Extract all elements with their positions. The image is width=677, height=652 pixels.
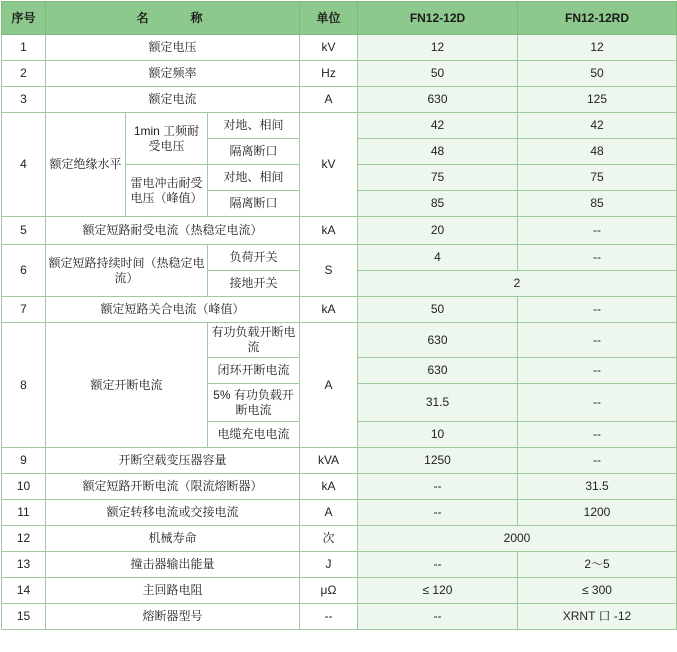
row-index: 9 xyxy=(2,448,46,474)
row-value-d: 48 xyxy=(358,139,518,165)
row-unit: 次 xyxy=(300,526,358,552)
row-value-d: 75 xyxy=(358,165,518,191)
row-value-rd: 42 xyxy=(518,113,677,139)
row-value-rd: -- xyxy=(518,384,677,422)
row-name: 额定电压 xyxy=(46,35,300,61)
row-subitem-name: 隔离断口 xyxy=(208,139,300,165)
row-subgroup-label: 1min 工频耐受电压 xyxy=(126,113,208,165)
row-value-rd: -- xyxy=(518,323,677,358)
row-value-d: 42 xyxy=(358,113,518,139)
row-name: 额定短路关合电流（峰值） xyxy=(46,297,300,323)
row-value-rd: 31.5 xyxy=(518,474,677,500)
row-value-merged: 2000 xyxy=(358,526,677,552)
row-value-rd: 48 xyxy=(518,139,677,165)
row-name: 开断空载变压器容量 xyxy=(46,448,300,474)
table-header-row xyxy=(2,2,677,35)
row-subitem-name: 5% 有功负载开断电流 xyxy=(208,384,300,422)
row-value-d: 10 xyxy=(358,422,518,448)
row-value-d: -- xyxy=(358,552,518,578)
row-value-rd: -- xyxy=(518,297,677,323)
row-name: 撞击器输出能量 xyxy=(46,552,300,578)
row-value-d: -- xyxy=(358,474,518,500)
row-value-rd: 1200 xyxy=(518,500,677,526)
row-unit: -- xyxy=(300,604,358,630)
table-row xyxy=(2,552,677,578)
row-value-d: -- xyxy=(358,604,518,630)
row-subitem-name: 负荷开关 xyxy=(208,245,300,271)
row-unit: A xyxy=(300,87,358,113)
row-value-rd: 85 xyxy=(518,191,677,217)
row-value-merged: 2 xyxy=(358,271,677,297)
row-name: 额定开断电流 xyxy=(46,323,208,448)
row-value-rd: 75 xyxy=(518,165,677,191)
row-value-d: 630 xyxy=(358,323,518,358)
table-row xyxy=(2,297,677,323)
row-value-d: 630 xyxy=(358,87,518,113)
row-index: 8 xyxy=(2,323,46,448)
row-index: 5 xyxy=(2,217,46,245)
row-index: 15 xyxy=(2,604,46,630)
row-name: 额定短路开断电流（限流熔断器） xyxy=(46,474,300,500)
row-index: 10 xyxy=(2,474,46,500)
row-unit: A xyxy=(300,323,358,448)
row-name: 额定转移电流或交接电流 xyxy=(46,500,300,526)
row-value-d: 20 xyxy=(358,217,518,245)
row-value-rd: 2～5 xyxy=(518,552,677,578)
row-unit: kV xyxy=(300,113,358,217)
header-name: 名 称 xyxy=(46,2,300,35)
row-value-rd: -- xyxy=(518,245,677,271)
row-name: 额定短路持续时间（热稳定电流） xyxy=(46,245,208,297)
header-model-rd: FN12-12RD xyxy=(518,2,677,35)
row-value-rd: -- xyxy=(518,358,677,384)
table-row xyxy=(2,245,677,271)
table-row xyxy=(2,604,677,630)
row-subitem-name: 电缆充电电流 xyxy=(208,422,300,448)
row-value-rd: ≤ 300 xyxy=(518,578,677,604)
row-unit: Hz xyxy=(300,61,358,87)
table-row xyxy=(2,526,677,552)
row-value-rd: -- xyxy=(518,448,677,474)
row-value-d: 12 xyxy=(358,35,518,61)
row-index: 12 xyxy=(2,526,46,552)
row-name: 额定短路耐受电流（热稳定电流） xyxy=(46,217,300,245)
table-row xyxy=(2,35,677,61)
row-unit: kVA xyxy=(300,448,358,474)
row-value-d: 31.5 xyxy=(358,384,518,422)
row-unit: A xyxy=(300,500,358,526)
row-index: 2 xyxy=(2,61,46,87)
row-value-rd: -- xyxy=(518,217,677,245)
header-index: 序号 xyxy=(2,2,46,35)
row-unit: kA xyxy=(300,297,358,323)
row-name: 额定电流 xyxy=(46,87,300,113)
row-subitem-name: 闭环开断电流 xyxy=(208,358,300,384)
table-row xyxy=(2,323,677,358)
row-unit: J xyxy=(300,552,358,578)
row-subitem-name: 对地、相间 xyxy=(208,113,300,139)
row-unit: kV xyxy=(300,35,358,61)
row-subitem-name: 有功负载开断电流 xyxy=(208,323,300,358)
row-value-d: 50 xyxy=(358,297,518,323)
row-name: 熔断器型号 xyxy=(46,604,300,630)
row-value-d: 85 xyxy=(358,191,518,217)
row-unit: μΩ xyxy=(300,578,358,604)
table-row xyxy=(2,61,677,87)
row-index: 3 xyxy=(2,87,46,113)
header-unit: 单位 xyxy=(300,2,358,35)
row-index: 4 xyxy=(2,113,46,217)
row-value-rd: 12 xyxy=(518,35,677,61)
table-row xyxy=(2,474,677,500)
specification-table xyxy=(1,1,677,630)
row-value-d: 630 xyxy=(358,358,518,384)
row-unit: S xyxy=(300,245,358,297)
table-row xyxy=(2,217,677,245)
row-value-rd: XRNT 口 -12 xyxy=(518,604,677,630)
row-name: 机械寿命 xyxy=(46,526,300,552)
row-value-d: 4 xyxy=(358,245,518,271)
row-index: 6 xyxy=(2,245,46,297)
row-value-rd: 50 xyxy=(518,61,677,87)
table-body xyxy=(2,35,677,630)
row-value-rd: 125 xyxy=(518,87,677,113)
row-value-d: 1250 xyxy=(358,448,518,474)
row-subitem-name: 对地、相间 xyxy=(208,165,300,191)
row-subgroup-label: 雷电冲击耐受电压（峰值） xyxy=(126,165,208,217)
row-unit: kA xyxy=(300,217,358,245)
row-index: 13 xyxy=(2,552,46,578)
row-unit: kA xyxy=(300,474,358,500)
header-model-d: FN12-12D xyxy=(358,2,518,35)
table-row xyxy=(2,578,677,604)
table-row xyxy=(2,500,677,526)
row-index: 1 xyxy=(2,35,46,61)
table-row xyxy=(2,87,677,113)
row-name: 主回路电阻 xyxy=(46,578,300,604)
row-value-rd: -- xyxy=(518,422,677,448)
row-value-d: ≤ 120 xyxy=(358,578,518,604)
row-name: 额定频率 xyxy=(46,61,300,87)
row-name: 额定绝缘水平 xyxy=(46,113,126,217)
row-subitem-name: 隔离断口 xyxy=(208,191,300,217)
row-index: 7 xyxy=(2,297,46,323)
row-index: 11 xyxy=(2,500,46,526)
row-subitem-name: 接地开关 xyxy=(208,271,300,297)
row-value-d: -- xyxy=(358,500,518,526)
table-row xyxy=(2,448,677,474)
row-value-d: 50 xyxy=(358,61,518,87)
table-row xyxy=(2,113,677,139)
row-index: 14 xyxy=(2,578,46,604)
